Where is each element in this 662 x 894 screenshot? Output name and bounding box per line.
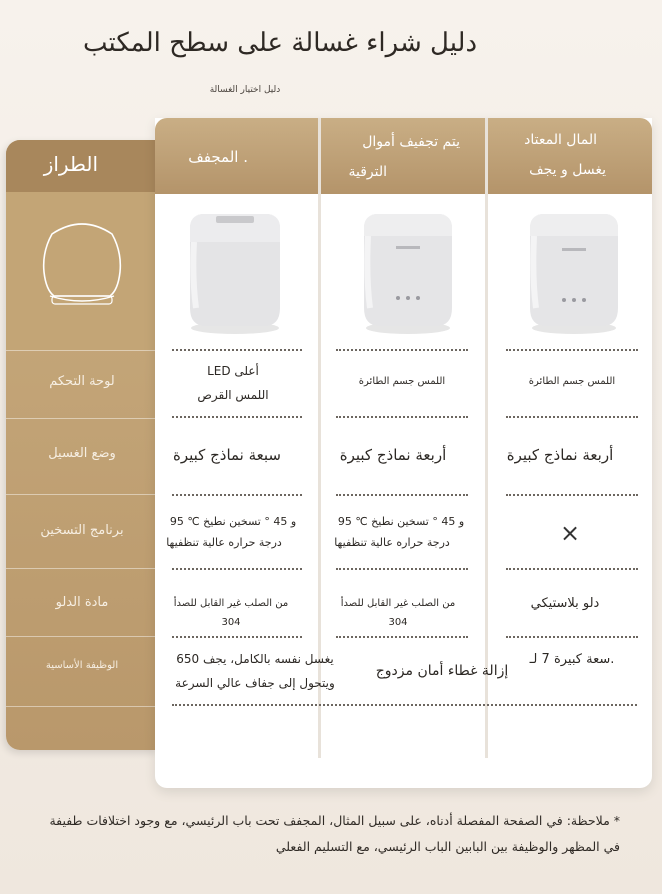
- cell-wash-col2: أربعة نماذج كبيرة: [339, 446, 447, 464]
- footnote-line-2: في المظهر والوظيفة بين البابين الباب الرئيسي، مع التسليم الفعلي: [275, 839, 620, 855]
- row-divider: [6, 706, 158, 707]
- column-header-3: [488, 118, 652, 194]
- row-label-heating: برنامج التسخين: [40, 523, 124, 538]
- row-divider: [6, 494, 158, 495]
- washer-image-1: [180, 208, 290, 342]
- column-1-title: المجفف .: [188, 148, 248, 166]
- column-3-title-line1: المال المعتاد: [524, 132, 597, 148]
- cell-divider: [336, 494, 468, 496]
- cell-core-col3: سعة كبيرة 7 لـ.: [529, 652, 615, 667]
- footnote: [30, 808, 620, 861]
- cell-divider: [172, 568, 302, 570]
- cell-divider: [506, 494, 638, 496]
- cell-core-col2: إزالة غطاء أمان مزدوج: [375, 663, 509, 679]
- cell-divider: [506, 349, 638, 351]
- cell-divider: [336, 636, 468, 638]
- cell-heating-col1-line1: و 45 ° تسخين نطيخ ℃ 95: [169, 515, 297, 528]
- cell-divider: [506, 636, 638, 638]
- page-title: دليل شراء غسالة على سطح المكتب: [82, 28, 478, 58]
- cell-heating-col2-line1: و 45 ° تسخين نطيخ ℃ 95: [337, 515, 465, 528]
- column-2-title-line1: يتم تجفيف أموال: [362, 134, 460, 150]
- cell-control-col1-line2: اللمس القرص: [197, 388, 269, 402]
- row-divider: [6, 636, 158, 637]
- cell-wash-col1: سبعة نماذج كبيرة: [172, 446, 282, 464]
- row-divider: [6, 350, 158, 351]
- cell-control-col1-line1: LED أعلى: [207, 364, 259, 378]
- cell-control-col3: اللمس جسم الطائرة: [528, 376, 616, 387]
- cell-divider: [336, 416, 468, 418]
- cell-divider: [506, 568, 638, 570]
- washer-outline-icon: [6, 192, 158, 350]
- row-label-bucket: مادة الدلو: [55, 595, 109, 610]
- cell-bucket-col3: دلو بلاستيكي: [530, 596, 600, 611]
- cell-divider: [336, 568, 468, 570]
- row-divider: [6, 568, 158, 569]
- washer-image-3: [522, 208, 626, 342]
- cell-wash-col3: أربعة نماذج كبيرة: [506, 446, 614, 464]
- cell-divider: [336, 349, 468, 351]
- cell-divider: [172, 416, 302, 418]
- row-label-core-function: الوظيفة الأساسية: [45, 660, 119, 671]
- cell-divider: [172, 636, 302, 638]
- table-bottom-divider: [172, 704, 637, 706]
- row-divider: [6, 418, 158, 419]
- cell-heating-col1-line2: درجة حراره عالية تنظفيها: [166, 536, 282, 549]
- model-column-header: [6, 140, 158, 192]
- washer-image-2: [356, 208, 460, 342]
- column-header-2: [321, 118, 485, 194]
- not-available-icon: ×: [560, 519, 581, 547]
- cell-divider: [172, 494, 302, 496]
- column-3-title-line2: يغسل و يجف: [529, 162, 606, 178]
- footnote-line-1: ملاحظة: في الصفحة المفصلة أدناه، على سبيل المثال، المجفف تحت باب الرئيسي، مع وجود اختلافات طفيفة *: [49, 813, 620, 828]
- cell-control-col2: اللمس جسم الطائرة: [358, 376, 446, 387]
- model-header-label: الطراز: [43, 152, 98, 176]
- page-subtitle: دليل اختيار الغسالة: [209, 85, 281, 95]
- row-label-wash-mode: وضع الغسيل: [48, 446, 116, 461]
- cell-bucket-col2: من الصلب غير القابل للصدأ 304: [340, 598, 456, 628]
- row-label-control-panel: لوحة التحكم: [49, 374, 115, 389]
- cell-divider: [506, 416, 638, 418]
- cell-divider: [172, 349, 302, 351]
- model-outline-image: [6, 192, 158, 350]
- cell-heating-col2-line2: درجة حراره عالية تنظفيها: [334, 536, 450, 549]
- cell-core-col1-line2: ويتحول إلى جفاف عالي السرعة: [175, 676, 335, 690]
- column-2-title-line2: الترقية: [348, 164, 387, 180]
- cell-core-col1-line1: يغسل نفسه بالكامل، يجف 650: [176, 652, 334, 666]
- cell-bucket-col1: من الصلب غير القابل للصدأ 304: [173, 598, 289, 628]
